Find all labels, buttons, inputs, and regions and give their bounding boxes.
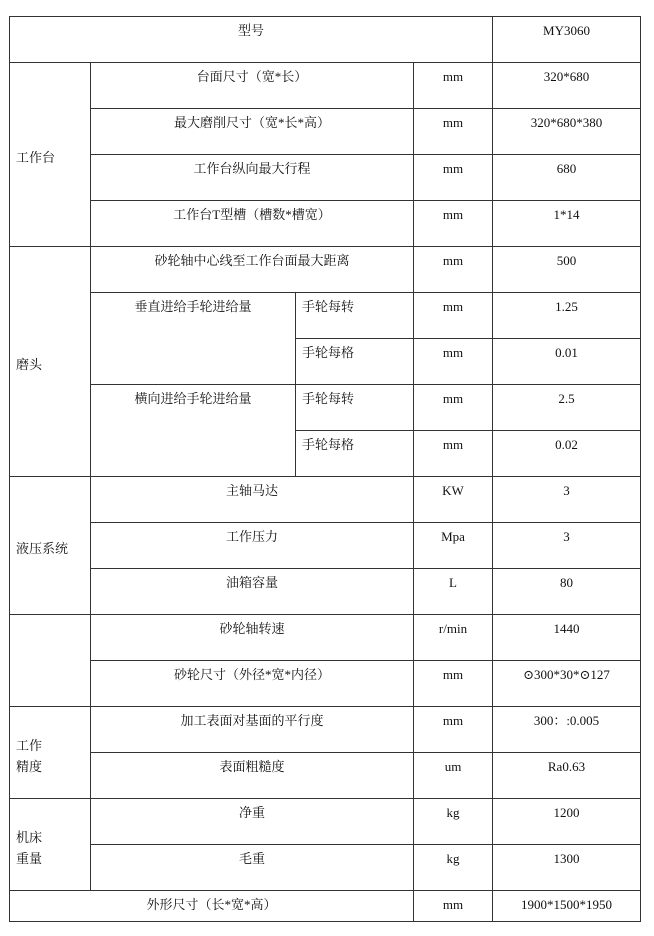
group-accuracy: 工作 精度 (10, 707, 91, 799)
t-slot-value: 1*14 (493, 201, 641, 247)
row-max-grind (10, 109, 641, 155)
pressure-label: 工作压力 (91, 523, 414, 569)
spindle-dist-unit: mm (414, 247, 493, 293)
row-tank (10, 569, 641, 615)
tank-unit: L (414, 569, 493, 615)
gross-weight-unit: kg (414, 845, 493, 891)
spindle-dist-value: 500 (493, 247, 641, 293)
tank-value: 80 (493, 569, 641, 615)
row-t-slot (10, 201, 641, 247)
pressure-unit: Mpa (414, 523, 493, 569)
travel-value: 680 (493, 155, 641, 201)
row-motor (10, 477, 641, 523)
dimensions-value: 1900*1500*1950 (493, 891, 641, 922)
table-size-label: 台面尺寸（宽*长） (91, 63, 414, 109)
vert-feed-rev-value: 1.25 (493, 293, 641, 339)
row-travel (10, 155, 641, 201)
wheel-size-label: 砂轮尺寸（外径*宽*内径） (91, 661, 414, 707)
row-roughness (10, 753, 641, 799)
max-grind-label: 最大磨削尺寸（宽*长*高） (91, 109, 414, 155)
group-head: 磨头 (10, 247, 91, 477)
wheel-speed-value: 1440 (493, 615, 641, 661)
roughness-label: 表面粗糙度 (91, 753, 414, 799)
wheel-size-value: ⊙300*30*⊙127 (493, 661, 641, 707)
vert-feed-div-unit: mm (414, 339, 493, 385)
cross-feed-rev-unit: mm (414, 385, 493, 431)
cross-feed-rev-value: 2.5 (493, 385, 641, 431)
row-wheel-speed (10, 615, 641, 661)
travel-unit: mm (414, 155, 493, 201)
table-size-value: 320*680 (493, 63, 641, 109)
wheel-speed-label: 砂轮轴转速 (91, 615, 414, 661)
t-slot-label: 工作台T型槽（槽数*槽宽） (91, 201, 414, 247)
motor-value: 3 (493, 477, 641, 523)
gross-weight-value: 1300 (493, 845, 641, 891)
row-gross-weight (10, 845, 641, 891)
group-weight: 机床 重量 (10, 799, 91, 891)
net-weight-value: 1200 (493, 799, 641, 845)
group-hydraulic: 液压系统 (10, 477, 91, 615)
cross-feed-div-label: 手轮每格 (296, 431, 414, 477)
dimensions-unit: mm (414, 891, 493, 922)
vert-feed-rev-label: 手轮每转 (296, 293, 414, 339)
row-pressure (10, 523, 641, 569)
tank-label: 油箱容量 (91, 569, 414, 615)
vert-feed-div-value: 0.01 (493, 339, 641, 385)
row-wheel-size (10, 661, 641, 707)
vert-feed-label: 垂直进给手轮进给量 (91, 293, 296, 385)
vert-feed-div-label: 手轮每格 (296, 339, 414, 385)
t-slot-unit: mm (414, 201, 493, 247)
motor-label: 主轴马达 (91, 477, 414, 523)
dimensions-label: 外形尺寸（长*宽*高） (10, 891, 414, 922)
model-label: 型号 (10, 17, 493, 63)
pressure-value: 3 (493, 523, 641, 569)
spec-table (9, 16, 641, 922)
wheel-speed-unit: r/min (414, 615, 493, 661)
table-size-unit: mm (414, 63, 493, 109)
spindle-dist-label: 砂轮轴中心线至工作台面最大距离 (91, 247, 414, 293)
group-wheel (10, 615, 91, 707)
cross-feed-label: 横向进给手轮进给量 (91, 385, 296, 477)
parallelism-label: 加工表面对基面的平行度 (91, 707, 414, 753)
max-grind-unit: mm (414, 109, 493, 155)
net-weight-unit: kg (414, 799, 493, 845)
model-value: MY3060 (493, 17, 641, 63)
group-worktable: 工作台 (10, 63, 91, 247)
roughness-value: Ra0.63 (493, 753, 641, 799)
parallelism-unit: mm (414, 707, 493, 753)
row-parallelism (10, 707, 641, 753)
motor-unit: KW (414, 477, 493, 523)
parallelism-value: 300：:0.005 (493, 707, 641, 753)
row-dimensions (10, 891, 641, 922)
max-grind-value: 320*680*380 (493, 109, 641, 155)
cross-feed-rev-label: 手轮每转 (296, 385, 414, 431)
row-vert-feed-rev (10, 293, 641, 339)
wheel-size-unit: mm (414, 661, 493, 707)
cross-feed-div-value: 0.02 (493, 431, 641, 477)
roughness-unit: um (414, 753, 493, 799)
cross-feed-div-unit: mm (414, 431, 493, 477)
travel-label: 工作台纵向最大行程 (91, 155, 414, 201)
row-table-size (10, 63, 641, 109)
row-spindle-dist (10, 247, 641, 293)
row-cross-feed-rev (10, 385, 641, 431)
gross-weight-label: 毛重 (91, 845, 414, 891)
net-weight-label: 净重 (91, 799, 414, 845)
vert-feed-rev-unit: mm (414, 293, 493, 339)
row-model (10, 17, 641, 63)
row-net-weight (10, 799, 641, 845)
